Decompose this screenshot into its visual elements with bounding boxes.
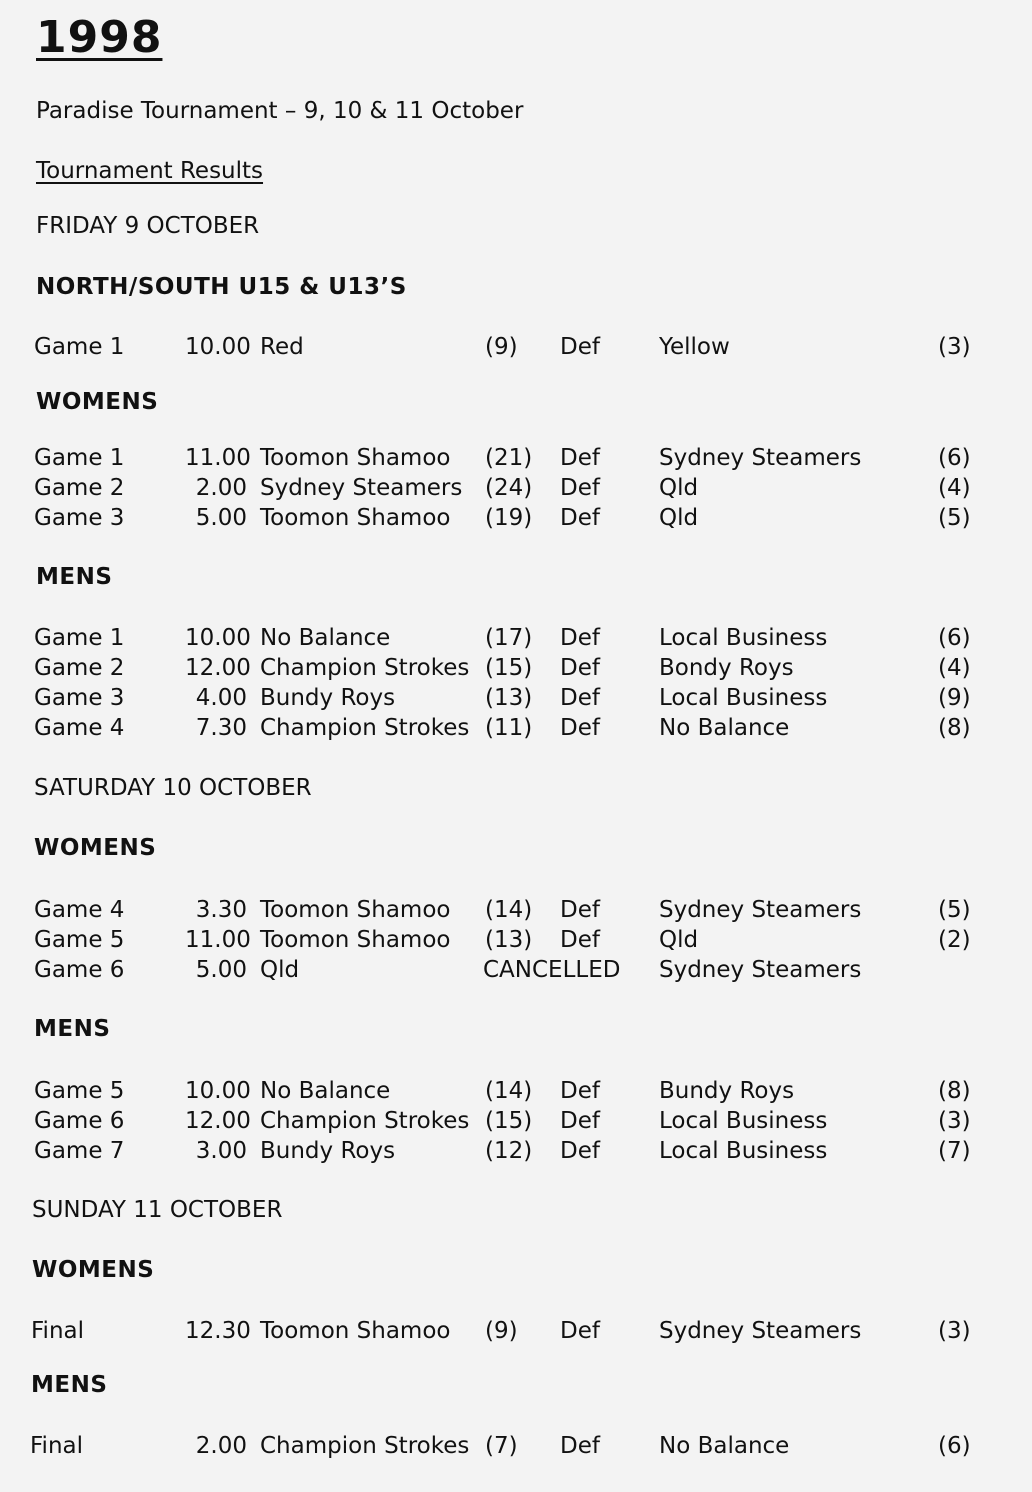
game-label: Final [31, 1318, 85, 1344]
winning-team: Champion Strokes [260, 1433, 470, 1459]
losing-score: (5) [938, 505, 971, 531]
result-label: Def [560, 1318, 600, 1344]
game-row [0, 625, 1032, 655]
game-row [0, 1433, 1032, 1463]
losing-score: (8) [938, 715, 971, 741]
game-time: 11.00 [185, 927, 251, 953]
game-time: 5.00 [195, 957, 247, 983]
winning-team: Toomon Shamoo [260, 897, 451, 923]
winning-score: (17) [485, 625, 533, 651]
winning-score: (15) [485, 655, 533, 681]
losing-team: No Balance [659, 715, 790, 741]
winning-score: (12) [485, 1138, 533, 1164]
winning-team: Champion Strokes [260, 715, 470, 741]
winning-team: Red [260, 334, 304, 360]
game-row [0, 927, 1032, 957]
winning-score: (11) [485, 715, 533, 741]
winning-team: Toomon Shamoo [260, 505, 451, 531]
losing-team: Local Business [659, 685, 828, 711]
losing-team: Sydney Steamers [659, 897, 862, 923]
game-row [0, 1108, 1032, 1138]
winning-team: Toomon Shamoo [260, 927, 451, 953]
game-time: 4.00 [195, 685, 247, 711]
game-row [0, 1318, 1032, 1348]
game-time: 2.00 [195, 475, 247, 501]
game-time: 3.00 [195, 1138, 247, 1164]
losing-team: No Balance [659, 1433, 790, 1459]
result-label: Def [560, 625, 600, 651]
winning-team: Champion Strokes [260, 1108, 470, 1134]
losing-team: Sydney Steamers [659, 957, 862, 983]
winning-team: No Balance [260, 1078, 391, 1104]
section-heading: NORTH/SOUTH U15 & U13’S [36, 274, 407, 300]
result-label: Def [560, 1108, 600, 1134]
losing-team: Bondy Roys [659, 655, 794, 681]
losing-team: Yellow [659, 334, 730, 360]
losing-score: (3) [938, 1108, 971, 1134]
game-time: 10.00 [185, 625, 251, 651]
losing-team: Qld [659, 505, 699, 531]
cancelled-label: CANCELLED [483, 957, 621, 983]
day-label: FRIDAY 9 OCTOBER [36, 213, 260, 239]
winning-score: (15) [485, 1108, 533, 1134]
winning-score: (14) [485, 897, 533, 923]
winning-team: Champion Strokes [260, 655, 470, 681]
winning-team: Bundy Roys [260, 1138, 396, 1164]
result-label: Def [560, 445, 600, 471]
winning-score: (9) [485, 1318, 518, 1344]
game-row [0, 957, 1032, 987]
losing-score: (3) [938, 1318, 971, 1344]
losing-score: (4) [938, 655, 971, 681]
section-heading: WOMENS [36, 389, 159, 415]
result-label: Def [560, 715, 600, 741]
winning-score: (24) [485, 475, 533, 501]
section-heading: WOMENS [34, 835, 157, 861]
losing-team: Sydney Steamers [659, 1318, 862, 1344]
losing-score: (6) [938, 445, 971, 471]
winning-team: Sydney Steamers [260, 475, 463, 501]
game-row [0, 655, 1032, 685]
losing-score: (3) [938, 334, 971, 360]
losing-team: Local Business [659, 1138, 828, 1164]
losing-team: Local Business [659, 625, 828, 651]
losing-score: (8) [938, 1078, 971, 1104]
game-row [0, 505, 1032, 535]
game-label: Final [30, 1433, 84, 1459]
result-label: Def [560, 897, 600, 923]
losing-team: Qld [659, 927, 699, 953]
section-heading: WOMENS [32, 1257, 155, 1283]
losing-score: (7) [938, 1138, 971, 1164]
winning-team: No Balance [260, 625, 391, 651]
game-row [0, 685, 1032, 715]
result-label: Def [560, 475, 600, 501]
losing-team: Sydney Steamers [659, 445, 862, 471]
game-label: Game 3 [34, 685, 125, 711]
winning-score: (9) [485, 334, 518, 360]
winning-team: Toomon Shamoo [260, 1318, 451, 1344]
game-label: Game 1 [34, 445, 125, 471]
day-label: SUNDAY 11 OCTOBER [32, 1197, 283, 1223]
losing-team: Qld [659, 475, 699, 501]
result-label: Def [560, 505, 600, 531]
winning-score: (14) [485, 1078, 533, 1104]
winning-score: (13) [485, 927, 533, 953]
game-label: Game 4 [34, 715, 125, 741]
game-time: 12.00 [185, 655, 251, 681]
losing-team: Local Business [659, 1108, 828, 1134]
losing-score: (6) [938, 1433, 971, 1459]
losing-team: Bundy Roys [659, 1078, 795, 1104]
game-time: 10.00 [185, 1078, 251, 1104]
result-label: Def [560, 685, 600, 711]
winning-team: Toomon Shamoo [260, 445, 451, 471]
losing-score: (6) [938, 625, 971, 651]
game-row [0, 445, 1032, 475]
game-time: 3.30 [195, 897, 247, 923]
game-label: Game 5 [34, 927, 125, 953]
losing-score: (4) [938, 475, 971, 501]
result-label: Def [560, 334, 600, 360]
game-row [0, 715, 1032, 745]
result-label: Def [560, 1078, 600, 1104]
game-time: 7.30 [195, 715, 247, 741]
game-label: Game 6 [34, 957, 125, 983]
section-heading: MENS [31, 1372, 108, 1398]
section-heading: MENS [36, 564, 113, 590]
game-label: Game 2 [34, 655, 125, 681]
winning-score: (13) [485, 685, 533, 711]
game-time: 12.30 [185, 1318, 251, 1344]
winning-score: (19) [485, 505, 533, 531]
losing-score: (2) [938, 927, 971, 953]
game-time: 10.00 [185, 334, 251, 360]
game-label: Game 1 [34, 334, 125, 360]
section-heading: MENS [34, 1016, 111, 1042]
results-heading: Tournament Results [36, 158, 264, 184]
page-title: 1998 [36, 12, 163, 63]
game-row [0, 334, 1032, 364]
game-time: 12.00 [185, 1108, 251, 1134]
losing-score: (5) [938, 897, 971, 923]
game-row [0, 1078, 1032, 1108]
winning-team: Bundy Roys [260, 685, 396, 711]
result-label: Def [560, 655, 600, 681]
day-label: SATURDAY 10 OCTOBER [34, 775, 312, 801]
game-label: Game 7 [34, 1138, 125, 1164]
tournament-subtitle: Paradise Tournament – 9, 10 & 11 October [36, 98, 524, 124]
game-label: Game 2 [34, 475, 125, 501]
winning-team: Qld [260, 957, 300, 983]
game-label: Game 5 [34, 1078, 125, 1104]
game-row [0, 897, 1032, 927]
game-time: 2.00 [195, 1433, 247, 1459]
game-time: 5.00 [195, 505, 247, 531]
game-label: Game 6 [34, 1108, 125, 1134]
result-label: Def [560, 927, 600, 953]
losing-score: (9) [938, 685, 971, 711]
game-row [0, 1138, 1032, 1168]
winning-score: (7) [485, 1433, 518, 1459]
game-time: 11.00 [185, 445, 251, 471]
result-label: Def [560, 1433, 600, 1459]
winning-score: (21) [485, 445, 533, 471]
game-label: Game 3 [34, 505, 125, 531]
game-row [0, 475, 1032, 505]
game-label: Game 1 [34, 625, 125, 651]
result-label: Def [560, 1138, 600, 1164]
game-label: Game 4 [34, 897, 125, 923]
